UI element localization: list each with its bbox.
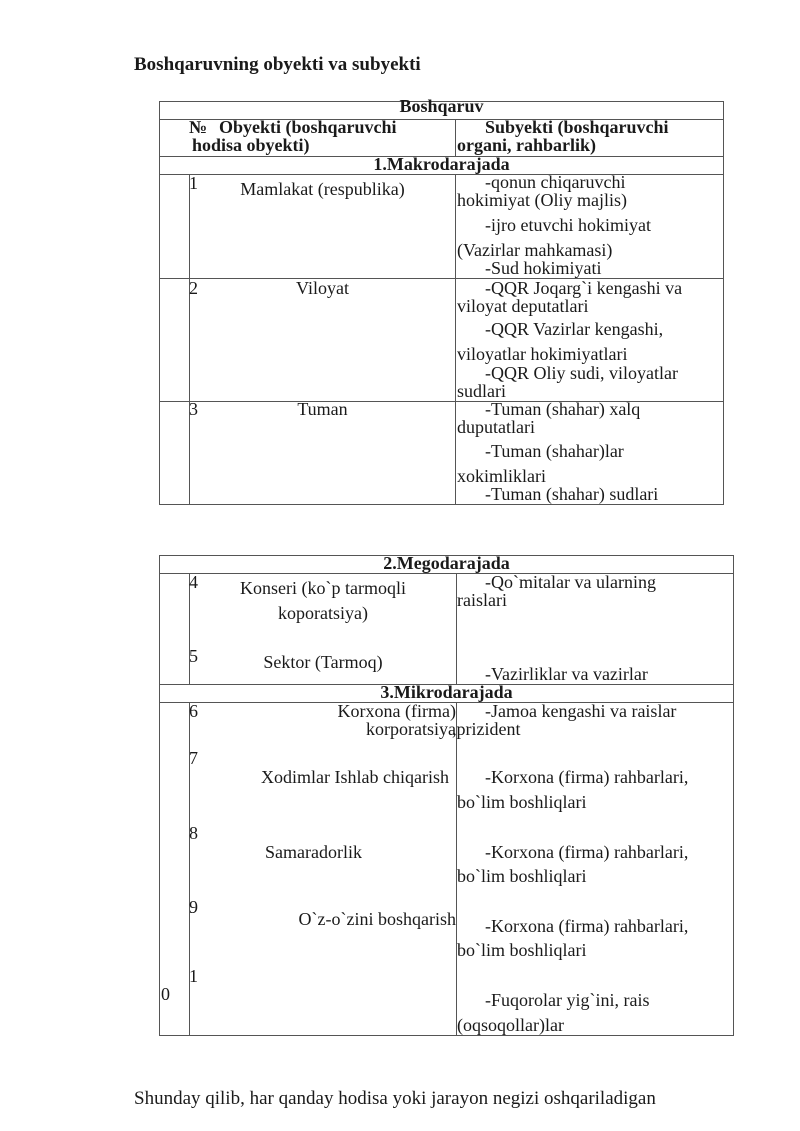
row-number: 8 [189,823,198,843]
row-object: koporatsiya) [278,603,368,623]
row-number: 9 [189,897,198,917]
row-subject: -QQR Vazirlar kengashi, [485,319,664,339]
row-object: Samaradorlik [265,842,362,862]
row-subject: -Tuman (shahar)lar [485,441,624,461]
row-subject: duputatlari [457,417,535,437]
column-header-object: Obyekti (boshqaruvchi [219,117,397,137]
row-subject: -QQR Oliy sudi, viloyatlar [485,363,678,383]
table-border [159,1035,734,1036]
row-subject: -Korxona (firma) rahbarlari, [485,842,689,862]
row-object: Xodimlar Ishlab chiqarish [261,767,449,787]
row-subject: bo`lim boshliqlari [457,940,587,960]
section-heading-mikro: 3.Mikrodarajada [380,682,513,702]
row-subject: -Sud hokimiyati [485,258,602,278]
row-subject: -Fuqorolar yig`ini, rais [485,990,650,1010]
row-subject: -Korxona (firma) rahbarlari, [485,916,689,936]
row-number: 3 [189,399,198,419]
table-border [455,119,456,156]
table-border [455,174,456,505]
row-subject: bo`lim boshliqlari [457,792,587,812]
row-subject: hokimiyat (Oliy majlis) [457,190,627,210]
table-border [159,174,724,175]
body-paragraph: Shunday qilib, har qanday hodisa yoki jarayon negizi oshqariladigan [134,1088,656,1109]
row-subject: -Vazirliklar va vazirlar [485,664,648,684]
row-subject: -Tuman (shahar) sudlari [485,484,659,504]
row-subject: viloyatlar hokimiyatlari [457,344,628,364]
section-heading-mezo: 2.Megodarajada [383,553,510,573]
row-object: Viloyat [296,278,349,298]
row-number-wrapped: 0 [161,984,170,1004]
table-border [159,555,160,1036]
column-header-object-line2: hodisa obyekti) [192,135,310,155]
row-subject: (oqsoqollar)lar [457,1015,564,1035]
column-header-subject: Subyekti (boshqaruvchi [485,117,669,137]
row-subject: (Vazirlar mahkamasi) [457,240,613,260]
row-subject: -ijro etuvchi hokimiyat [485,215,651,235]
row-subject: -Qo`mitalar va ularning [485,572,656,592]
section-heading-makro: 1.Makrodarajada [373,154,510,174]
row-number: 1 [189,966,198,986]
row-subject: viloyat deputatlari [457,296,589,316]
row-object: O`z-o`zini boshqarish [298,909,456,929]
table-header: Boshqaruv [399,96,484,116]
row-subject: -Tuman (shahar) xalq [485,399,641,419]
row-subject: -qonun chiqaruvchi [485,172,626,192]
row-object: Mamlakat (respublika) [240,179,405,199]
table-border [733,555,734,1036]
row-object: Tuman [297,399,348,419]
row-subject: -Jamoa kengashi va raislar [485,701,677,721]
row-number: 5 [189,646,198,666]
row-object: korporatsiya [366,719,456,739]
row-subject: -Korxona (firma) rahbarlari, [485,767,689,787]
row-number: 1 [189,173,198,193]
row-subject: sudlari [457,381,506,401]
row-subject: bo`lim boshliqlari [457,866,587,886]
row-object: Sektor (Tarmoq) [263,652,383,672]
row-number: 7 [189,748,198,768]
row-number: 2 [189,278,198,298]
column-header-number: № [189,117,208,137]
table-border [189,174,190,505]
row-number: 4 [189,572,198,592]
row-number: 6 [189,701,198,721]
table-border [159,504,724,505]
row-subject: raislari [457,590,507,610]
row-object: Korxona (firma) [337,701,456,721]
row-subject: ,prizident [452,719,521,739]
row-subject: xokimliklari [457,466,546,486]
row-object: Konseri (ko`p tarmoqli [240,578,406,598]
document-title: Boshqaruvning obyekti va subyekti [134,54,421,75]
row-subject: -QQR Joqarg`i kengashi va [485,278,683,298]
column-header-subject-line2: organi, rahbarlik) [457,135,597,155]
